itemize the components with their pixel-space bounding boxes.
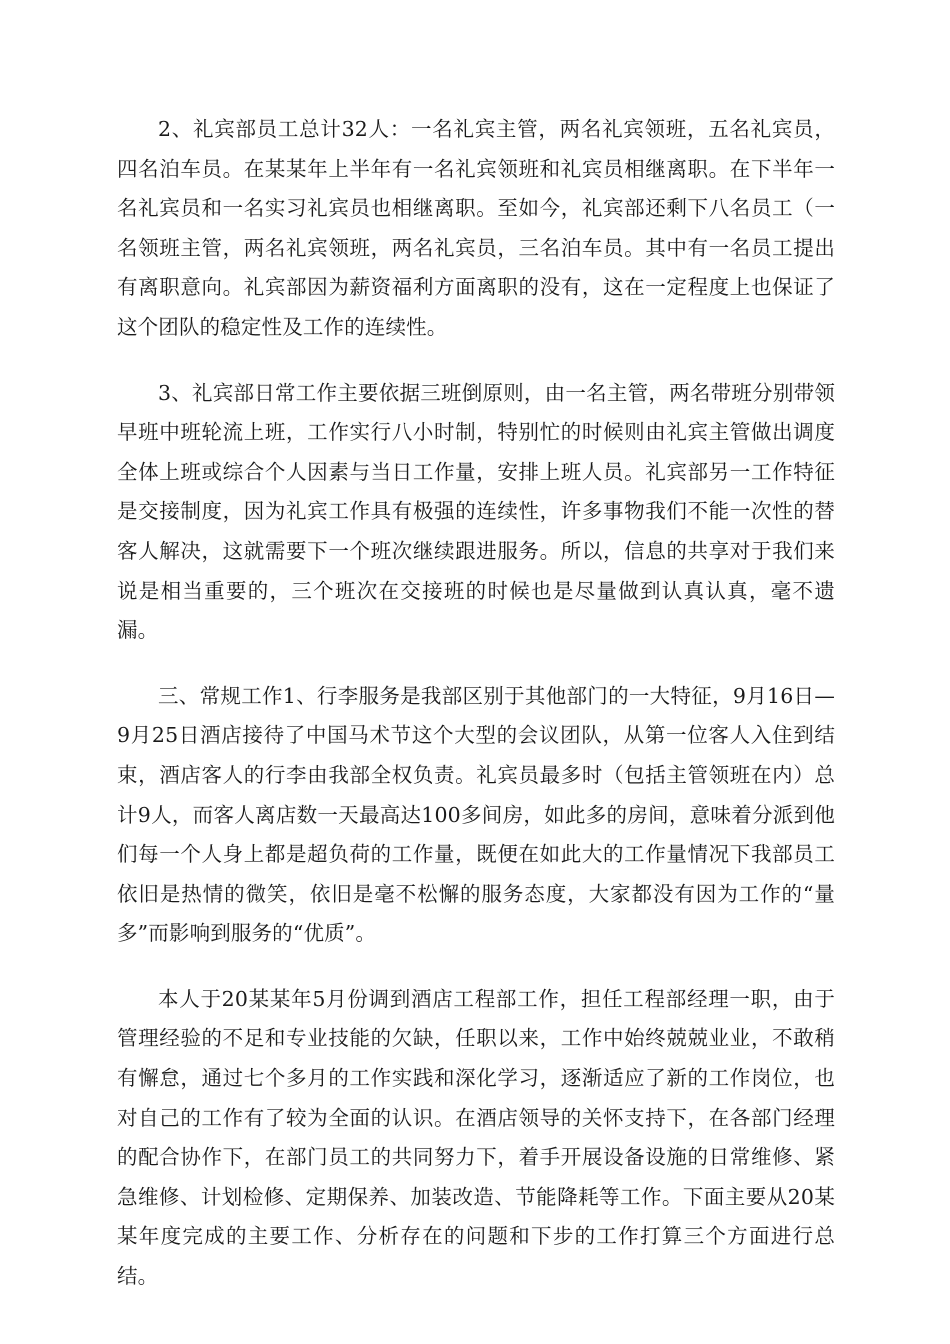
paragraph-concierge-staffing: 2、礼宾部员工总计32人：一名礼宾主管，两名礼宾领班，五名礼宾员，四名泊车员。在某某年上半年有一名礼宾领班和礼宾员相继离职。在下半年一名礼宾员和一名实习礼宾员也相继离职。至如今，礼宾部还剩下八名员工（一名领班主管，两名礼宾领班，两名礼宾员，三名泊车员。其中有一名员工提出有离职意向。礼宾部因为薪资福利方面离职的没有，这在一定程度上也保证了这个团队的稳定性及工作的连续性。 [117, 117, 835, 339]
paragraph-routine-luggage-service: 三、常规工作1、行李服务是我部区别于其他部门的一大特征，9月16日—9月25日酒店接待了中国马术节这个大型的会议团队，从第一位客人入住到结束，酒店客人的行李由我部全权负责。礼宾员最多时（包括主管领班在内）总计9人，而客人离店数一天最高达100多间房，如此多的房间，意味着分派到他们每一个人身上都是超负荷的工作量，既便在如此大的工作量情况下我部员工依旧是热情的微笑，依旧是毫不松懈的服务态度，大家都没有因为工作的“量多”而影响到服务的“优质”。 [117, 683, 835, 946]
document-body [117, 110, 835, 1323]
paragraph-concierge-shift-rules: 3、礼宾部日常工作主要依据三班倒原则，由一名主管，两名带班分别带领早班中班轮流上班，工作实行八小时制，特别忙的时候则由礼宾主管做出调度全体上班或综合个人因素与当日工作量，安排上班人员。礼宾部另一工作特征是交接制度，因为礼宾工作具有极强的连续性，许多事物我们不能一次性的替客人解决，这就需要下一个班次继续跟进服务。所以，信息的共享对于我们来说是相当重要的，三个班次在交接班的时候也是尽量做到认真认真，毫不遗漏。 [117, 380, 835, 643]
paragraph-engineering-summary: 本人于20某某年5月份调到酒店工程部工作，担任工程部经理一职，由于管理经验的不足和专业技能的欠缺，任职以来，工作中始终兢兢业业，不敢稍有懈怠，通过七个多月的工作实践和深化学习，逐渐适应了新的工作岗位，也对自己的工作有了较为全面的认识。在酒店领导的关怀支持下，在各部门经理的配合协作下，在部门员工的共同努力下，着手开展设备设施的日常维修、紧急维修、计划检修、定期保养、加装改造、节能降耗等工作。下面主要从20某某年度完成的主要工作、分析存在的问题和下步的工作打算三个方面进行总结。 [117, 986, 835, 1289]
